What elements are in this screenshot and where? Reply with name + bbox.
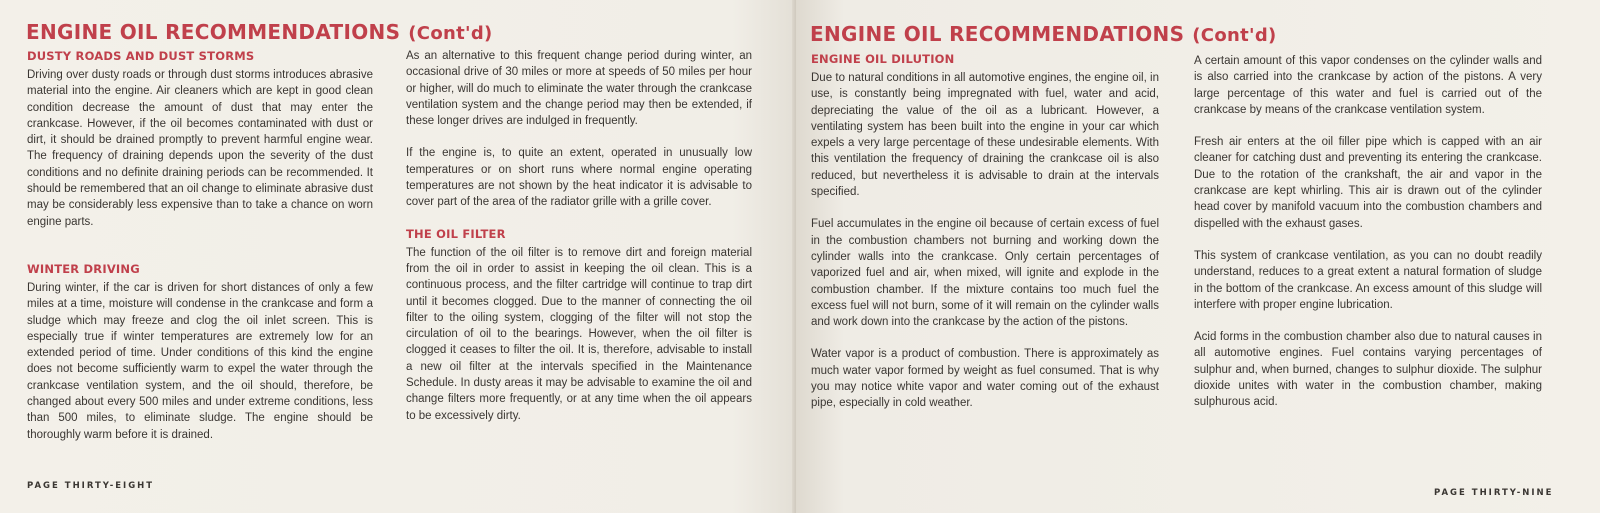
section-heading-winter-driving: WINTER DRIVING: [27, 261, 140, 276]
paragraph: Due to natural conditions in all automotive engines, the engine oil, in use, is constantly being impregnated with fuel, water and acid, depreciating the value of the oil as a lubricant. However, a ventilating system has been built into the engine in your car which expels a very large percentage of these undesirable elements. With this ventilation the frequency of draining the crankcase oil is also reduced, but nevertheless it is advisable to drain at the intervals specified.: [811, 72, 1159, 199]
paragraph: This system of crankcase ventilation, as you can no doubt readily understand, reduces to a great extent a natural formation of sludge in the bottom of the crankcase. An excess amount of this sludge will interfere with proper engine lubrication.: [1194, 249, 1542, 311]
paragraph: Acid forms in the combustion chamber also due to natural causes in all automotive engines. Fuel contains varying percentages of sulphur and, when burned, changes to sulphur dioxide. The sulphur dioxide unites with water in the combustion chamber, making sulphurous acid.: [1194, 331, 1542, 409]
paragraph: As an alternative to this frequent change period during winter, an occasional drive of 30 miles or more at speeds of 50 miles per hour or higher, will do much to eliminate the water through the crankcase ventilation system and the change period may then be extended, if these longer drives are indulged in frequently.: [406, 50, 752, 128]
page-heading: [26, 20, 493, 44]
paragraph: If the engine is, to quite an extent, operated in unusually low temperatures or on short runs where normal engine operating temperatures are not shown by the heat indicator it is advisable to cover part of the area of the radiator grille with a grille cover.: [406, 147, 752, 209]
section-heading-oil-filter: THE OIL FILTER: [406, 226, 506, 241]
right-page-column-2: [1194, 53, 1542, 411]
page-number: PAGE THIRTY-NINE: [1434, 488, 1554, 498]
section-heading-dusty-roads: DUSTY ROADS AND DUST STORMS: [27, 49, 255, 63]
left-page-column-1: [27, 49, 373, 443]
paragraph: Water vapor is a product of combustion. There is approximately as much water vapor formed by weight as fuel consumed. That is why you may notice white vapor and water coming out of the exhaust pipe, especially in cold weather.: [811, 348, 1159, 410]
page-39: [796, 0, 1600, 513]
heading-title: ENGINE OIL RECOMMENDATIONS: [26, 20, 401, 44]
right-page-column-1: [811, 52, 1159, 412]
left-page-column-2: [406, 48, 752, 424]
heading-title: ENGINE OIL RECOMMENDATIONS: [810, 22, 1185, 46]
paragraph: Fuel accumulates in the engine oil because of certain excess of fuel in the combustion chambers not burning and working down the cylinder walls into the crankcase. Only certain percentages of vaporized fuel and air, when mixed, will ignite and explode in the combustion chamber. If the mixture contains too much fuel the excess fuel will not burn, some of it will remain on the cylinder walls and work down into the crankcase by the action of the pistons.: [811, 218, 1159, 329]
paragraph: The function of the oil filter is to remove dirt and foreign material from the oil in order to assist in keeping the oil clean. This is a continuous process, and the filter cartridge will continue to trap dirt until it becomes clogged. Due to the manner of connecting the oil filter to the oiling system, clogging of the filter will not stop the circulation of oil to the bearings. However, when the oil filter is clogged it ceases to filter the oil. It is, therefore, advisable to install a new oil filter at the intervals specified in the Maintenance Schedule. In dusty areas it may be advisable to examine the oil and change filters more frequently, or at any time when the oil appears to be excessively dirty.: [406, 246, 752, 422]
paragraph: Driving over dusty roads or through dust storms introduces abrasive material into the engine. Air cleaners which are kept in good clean condition decrease the amount of dust that may enter the crankcase. However, if the oil becomes contaminated with dust or dirt, it should be drained promptly to prevent harmful engine wear. The frequency of draining depends upon the severity of the dust conditions and no definite draining periods can be recommended. It should be remembered that an oil change to eliminate abrasive dust may be considerably less expensive than to take a chance on worn engine parts.: [27, 69, 373, 228]
page-38: [0, 0, 796, 513]
section-heading-oil-dilution: ENGINE OIL DILUTION: [811, 52, 955, 66]
heading-continued: (Cont'd): [1192, 25, 1277, 46]
paragraph: During winter, if the car is driven for short distances of only a few miles at a time, moisture will condense in the crankcase and form a sludge which may freeze and clog the oil inlet screen. This is especially true if winter temperatures are extremely low for an extended period of time. Under conditions of this kind the engine does not become sufficiently warm to expel the water through the crankcase ventilation system, and the oil should, therefore, be changed about every 500 miles and under extreme conditions, less than 500 miles, to eliminate sludge. The engine should be thoroughly warm before it is drained.: [27, 281, 373, 441]
page-heading: [810, 22, 1277, 46]
page-number: PAGE THIRTY-EIGHT: [27, 481, 155, 491]
paragraph: Fresh air enters at the oil filler pipe which is capped with an air cleaner for catching dust and preventing its entering the crankcase. Due to the rotation of the crankshaft, the air and vapor in the crankcase are kept whirling. This air is drawn out of the cylinder head cover by manifold vacuum into the combustion chambers and dispelled with the exhaust gases.: [1194, 136, 1542, 230]
paragraph: A certain amount of this vapor condenses on the cylinder walls and is also carried into the crankcase by action of the pistons. A very large percentage of this water and fuel is carried out of the crankcase by means of the crankcase ventilation system.: [1194, 55, 1542, 116]
heading-continued: (Cont'd): [408, 23, 493, 44]
